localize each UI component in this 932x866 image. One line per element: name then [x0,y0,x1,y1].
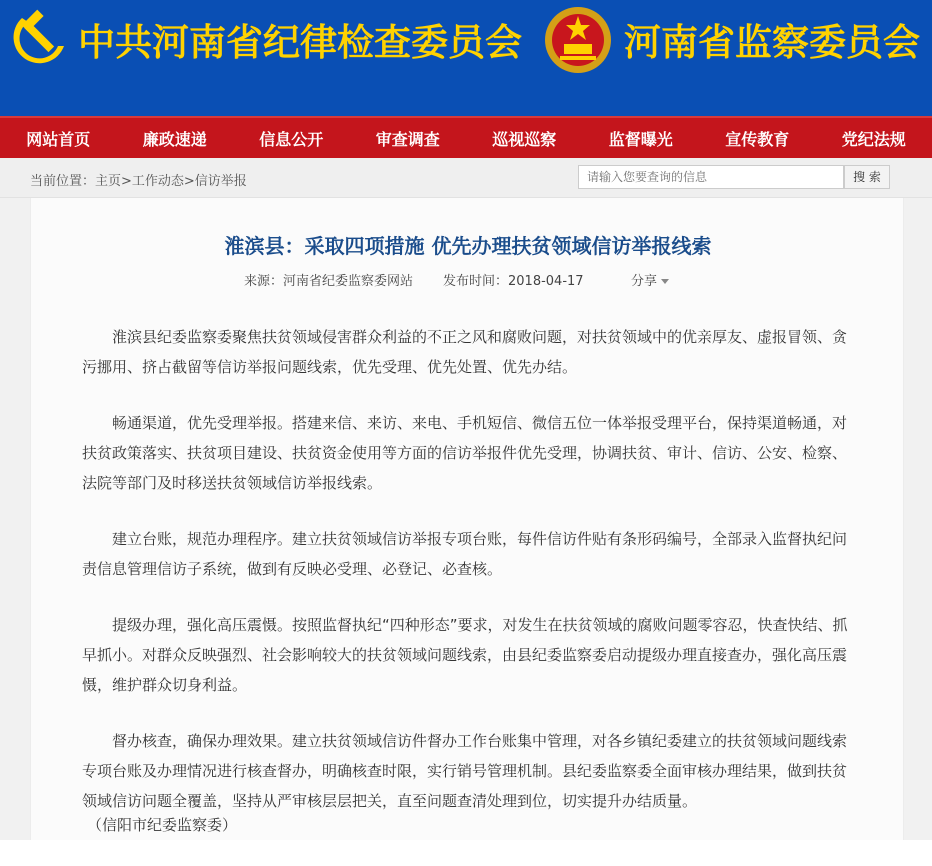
national-emblem-icon [542,4,614,76]
site-title-left: 中共河南省纪律检查委员会 [78,12,522,66]
party-emblem-icon [8,6,72,70]
right-margin [904,198,932,840]
main-nav [0,116,932,158]
nav-item-home[interactable]: 网站首页 [0,127,117,150]
nav-item-investigation[interactable]: 审查调查 [350,127,467,150]
nav-item-inspection[interactable]: 巡视巡察 [466,127,583,150]
left-margin [0,198,30,840]
article-body [82,322,852,866]
article-paragraph: 畅通渠道，优先受理举报。搭建来信、来访、来电、手机短信、微信五位一体举报受理平台，保持渠道畅通，对扶贫政策落实、扶贫项目建设、扶贫资金使用等方面的信访举报件优先受理，协调扶贫、审计、信访、公安、检察、法院等部门及时移送扶贫领域信访举报线索。 [82,408,852,498]
caret-down-icon [661,279,669,284]
site-header [0,0,932,116]
search-button[interactable]: 搜 索 [844,165,890,189]
search-input[interactable] [578,165,844,189]
nav-item-education[interactable]: 宣传教育 [699,127,816,150]
article-paragraph: 淮滨县纪委监察委聚焦扶贫领域侵害群众利益的不正之风和腐败问题，对扶贫领域中的优亲厚友、虚报冒领、贪污挪用、挤占截留等信访举报问题线索，优先受理、优先处置、优先办结。 [82,322,852,382]
article-paragraph: 提级办理，强化高压震慑。按照监督执纪“四种形态”要求，对发生在扶贫领域的腐败问题零容忍，快查快结、抓早抓小。对群众反映强烈、社会影响较大的扶贫领域问题线索，由县纪委监察委启动提级办理直接查办，强化高压震慑，维护群众切身利益。 [82,610,852,700]
article-date: 发布时间：2018-04-17 [443,270,584,289]
nav-item-regulations[interactable]: 党纪法规 [816,127,932,150]
share-label: 分享 [631,274,657,289]
article-paragraph: 督办核查，确保办理效果。建立扶贫领域信访件督办工作台账集中管理，对各乡镇纪委建立的扶贫领域问题线索专项台账及办理情况进行核查督办，明确核查时限，实行销号管理机制。县纪委监察委全面审核办理结果，做到扶贫领域信访问题全覆盖，坚持从严审核层层把关，直至问题查清处理到位，切实提升办结质量。 [82,726,852,816]
nav-item-info[interactable]: 信息公开 [233,127,350,150]
nav-item-exposure[interactable]: 监督曝光 [583,127,700,150]
share-button[interactable] [631,270,669,289]
article-paragraph: 建立台账，规范办理程序。建立扶贫领域信访举报专项台账，每件信访件贴有条形码编号，全部录入监督执纪问责信息管理信访子系统，做到有反映必受理、必登记、必查核。 [82,524,852,584]
breadcrumb-bar [0,158,932,198]
breadcrumb[interactable]: 当前位置：主页>工作动态>信访举报 [30,170,247,189]
nav-item-news[interactable]: 廉政速递 [117,127,234,150]
article-source: 来源：河南省纪委监察委网站 [244,270,413,289]
article-container [30,198,904,840]
article-title: 淮滨县：采取四项措施 优先办理扶贫领域信访举报线索 [31,230,905,259]
site-title-right: 河南省监察委员会 [624,12,920,66]
article-signature: （信阳市纪委监察委） [87,810,852,840]
